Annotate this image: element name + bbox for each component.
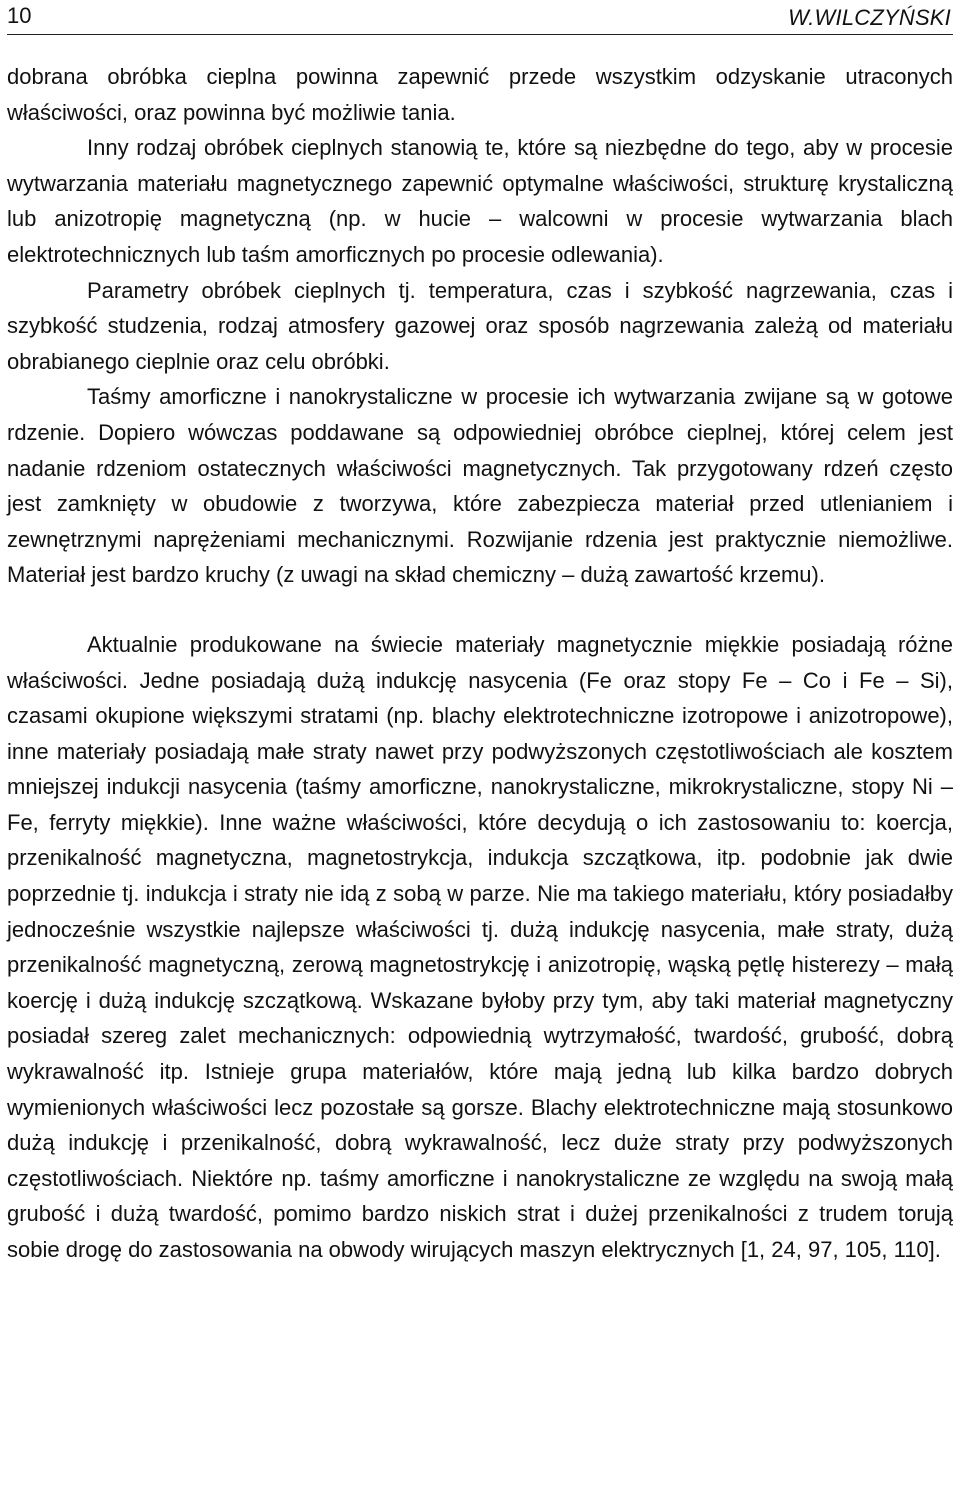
paragraph-continuation: dobrana obróbka cieplna powinna zapewnić przede wszystkim odzyskanie utraconych właściwości, oraz powinna być możliwie tania. (7, 64, 953, 125)
page-number: 10 (7, 3, 32, 28)
paragraph-heat-treatment-types: Inny rodzaj obróbek cieplnych stanowią te, które są niezbędne do tego, aby w procesie wytwarzania materiału magnetycznego zapewnić optymalne właściwości, strukturę krystaliczną lub anizotropię magnetyczną (np. w hucie – walcowni w procesie wytwarzania blach elektrotechnicznych lub taśm amorficznych po procesie odlewania). (7, 135, 953, 267)
body-text (7, 59, 953, 1268)
page-header (7, 0, 953, 35)
paragraph-soft-magnetic-materials: Aktualnie produkowane na świecie materiały magnetycznie miękkie posiadają różne właściwości. Jedne posiadają dużą indukcję nasycenia (Fe oraz stopy Fe – Co i Fe – Si), czasami okupione większymi stratami (np. blachy elektrotechniczne izotropowe i anizotropowe), inne materiały posiadają małe straty nawet przy podwyższonych częstotliwościach ale kosztem mniejszej indukcji nasycenia (taśmy amorficzne, nanokrystaliczne, mikrokrystaliczne, stopy Ni – Fe, ferryty miękkie). Inne ważne właściwości, które decydują o ich zastosowaniu to: koercja, przenikalność magnetyczna, magnetostrykcja, indukcja szczątkowa, itp. podobnie jak dwie poprzednie tj. indukcja i straty nie idą z sobą w parze. Nie ma takiego materiału, który posiadałby jednocześnie wszystkie najlepsze właściwości tj. dużą indukcję nasycenia, małe straty, dużą przenikalność magnetyczną, zerową magnetostrykcję i anizotropię, wąską pętlę histerezy – małą koercję i dużą indukcję szczątkową. Wskazane byłoby przy tym, aby taki materiał magnetyczny posiadał szereg zalet mechanicznych: odpowiednią wytrzymałość, twardość, grubość, dobrą wykrawalność itp. Istnieje grupa materiałów, które mają jedną lub kilka bardzo dobrych wymienionych właściwości lecz pozostałe są gorsze. Blachy elektrotechniczne mają stosunkowo dużą indukcję i przenikalność, dobrą wykrawalność, lecz duże straty przy podwyższonych częstotliwościach. Niektóre np. taśmy amorficzne i nanokrystaliczne ze względu na swoją małą grubość i dużą twardość, pomimo bardzo niskich strat i dużej przenikalności z trudem torują sobie drogę do zastosowania na obwody wirujących maszyn elektrycznych [1, 24, 97, 105, 110]. (7, 631, 953, 1262)
running-head-author: W.WILCZYŃSKI (788, 5, 951, 30)
paragraph-amorphous-cores: Taśmy amorficzne i nanokrystaliczne w procesie ich wytwarzania zwijane są w gotowe rdzenie. Dopiero wówczas poddawane są odpowiedniej obróbce cieplnej, której celem jest nadanie rdzeniom ostatecznych właściwości magnetycznych. Tak przygotowany rdzeń często jest zamknięty w obudowie z tworzywa, które zabezpiecza materiał przed utlenianiem i zewnętrznymi naprężeniami mechanicznymi. Rozwijanie rdzenia jest praktycznie niemożliwe. Materiał jest bardzo kruchy (z uwagi na skład chemiczny – dużą zawartość krzemu). (7, 384, 953, 588)
paragraph-heat-treatment-parameters: Parametry obróbek cieplnych tj. temperatura, czas i szybkość nagrzewania, czas i szybkość studzenia, rodzaj atmosfery gazowej oraz sposób nagrzewania zależą od materiału obrabianego cieplnie oraz celu obróbki. (7, 277, 953, 374)
